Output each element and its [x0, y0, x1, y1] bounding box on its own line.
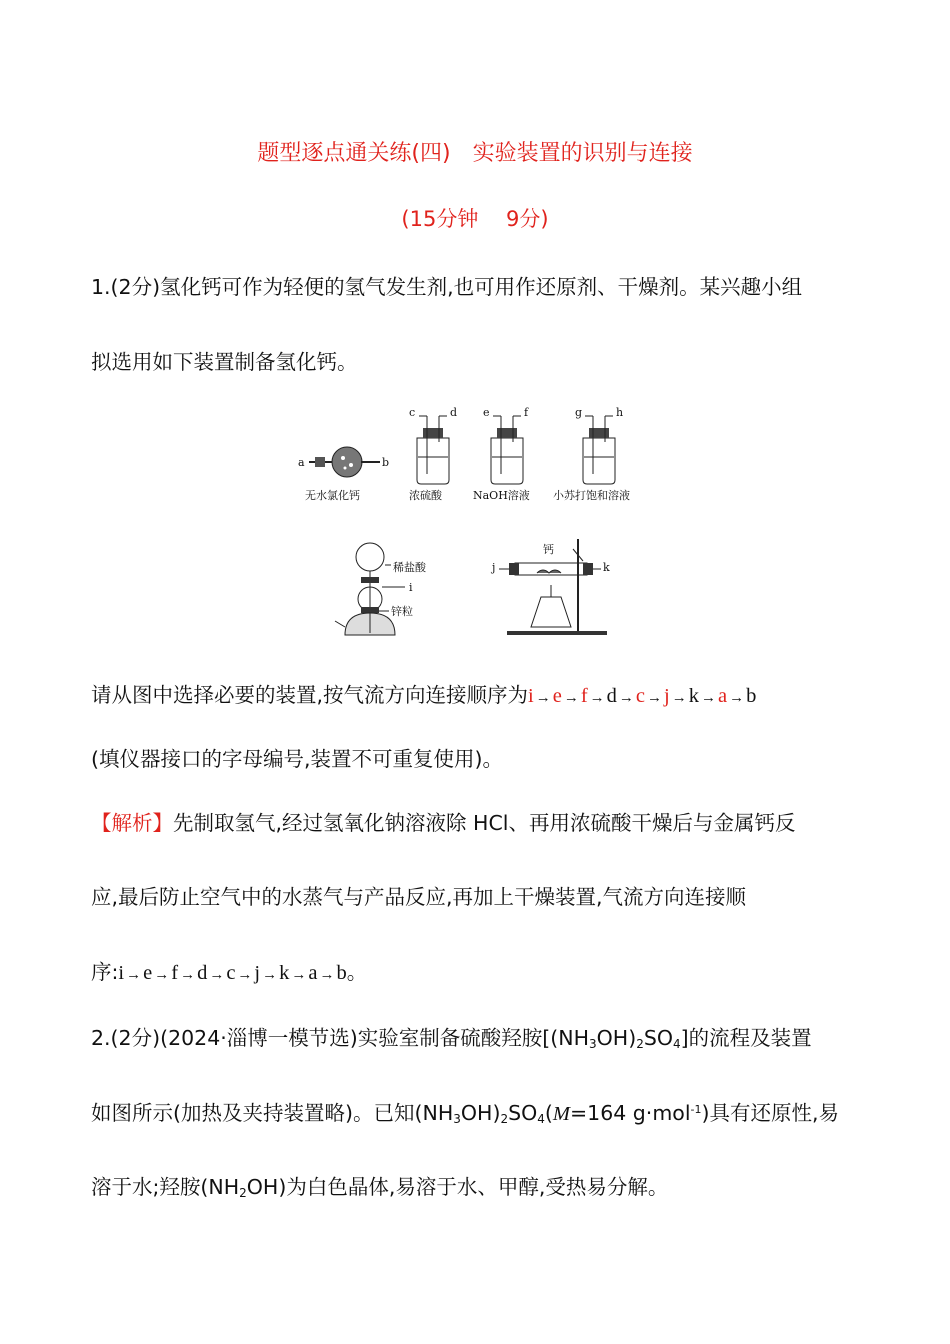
- answer-letter: i: [528, 685, 534, 707]
- q2-line1: [91, 1021, 812, 1051]
- wash-bottle-4: [553, 406, 630, 502]
- port-b: b: [382, 456, 390, 469]
- device3-label: NaOH溶液: [473, 489, 530, 502]
- wash-bottle-3: [473, 406, 530, 502]
- analysis-letter: j: [254, 962, 261, 984]
- q2-l1-d: ]的流程及装置: [680, 1026, 812, 1050]
- q2-l1-b: OH): [596, 1026, 637, 1050]
- q2-l2-sup: -1: [690, 1103, 702, 1116]
- label-acid: 稀盐酸: [393, 561, 426, 574]
- analysis-letter: a: [308, 962, 318, 984]
- label-zinc: 锌粒: [391, 605, 413, 618]
- arrow-glyph: →: [618, 690, 634, 706]
- answer-letter: j: [664, 685, 670, 707]
- q1-answer-sequence: [528, 685, 756, 707]
- arrow-glyph: →: [729, 690, 745, 706]
- q2-l2-d: (: [544, 1101, 553, 1125]
- q1-analysis-line3: [91, 955, 367, 985]
- page-subtitle: (15分钟 9分): [401, 207, 549, 231]
- q1-answer-prefix: 请从图中选择必要的装置,按气流方向连接顺序为: [91, 683, 529, 707]
- answer-letter: d: [606, 685, 617, 707]
- q2-l2-sub2: 2: [500, 1112, 509, 1126]
- analysis-line3-prefix: 序:: [91, 960, 119, 984]
- q1-line2: 拟选用如下装置制备氢化钙。: [91, 350, 358, 374]
- analysis-letter: f: [171, 962, 179, 984]
- analysis-text1: 先制取氢气,经过氢氧化钠溶液除 HCl、再用浓硫酸干燥后与金属钙反: [173, 811, 796, 835]
- q2-l2-sub4: 4: [537, 1112, 545, 1126]
- arrow-glyph: →: [291, 967, 307, 983]
- q1-number: 1.(2分): [91, 275, 161, 299]
- device1-label: 无水氯化钙: [305, 489, 360, 502]
- arrow-glyph: →: [180, 967, 196, 983]
- answer-letter: a: [717, 685, 728, 707]
- q2-l2-f: )具有还原性,易: [701, 1101, 840, 1125]
- q2-l2-b: OH): [460, 1101, 501, 1125]
- q2-l1-sub4: 4: [673, 1037, 681, 1051]
- answer-letter: b: [746, 685, 757, 707]
- arrow-glyph: →: [671, 690, 687, 706]
- q1-answer-note: (填仪器接口的字母编号,装置不可重复使用)。: [91, 747, 504, 771]
- answer-letter: e: [552, 685, 562, 707]
- port-a: a: [298, 456, 305, 469]
- arrow-glyph: →: [700, 690, 716, 706]
- analysis-letter: d: [197, 962, 208, 984]
- port-c: c: [409, 406, 416, 419]
- analysis-letter: i: [118, 962, 125, 984]
- q2-l2-e: =164 g·mol: [569, 1101, 691, 1125]
- apparatus-figure-bottom: [325, 535, 615, 640]
- analysis-letter: c: [226, 962, 236, 984]
- drying-tube-device: [298, 447, 389, 502]
- answer-letter: f: [580, 685, 588, 707]
- arrow-glyph: →: [126, 967, 142, 983]
- arrow-glyph: →: [262, 967, 278, 983]
- q1-text1: 氢化钙可作为轻便的氢气发生剂,也可用作还原剂、干燥剂。某兴趣小组: [160, 275, 803, 299]
- q2-l2-sub3: 3: [453, 1112, 461, 1126]
- q2-l3-b: OH)为白色晶体,易溶于水、甲醇,受热易分解。: [246, 1175, 669, 1199]
- port-j: j: [492, 561, 496, 574]
- q2-l2-M: M: [552, 1103, 570, 1125]
- arrow-glyph: →: [154, 967, 170, 983]
- reaction-tube: [490, 539, 610, 635]
- arrow-glyph: →: [589, 690, 605, 706]
- q2-l1-c: SO: [643, 1026, 674, 1050]
- arrow-glyph: →: [319, 967, 335, 983]
- port-f: f: [524, 406, 529, 419]
- q2-l2-c: SO: [508, 1101, 538, 1125]
- arrow-glyph: →: [535, 690, 551, 706]
- q2-line3: [91, 1170, 668, 1200]
- port-e: e: [483, 406, 490, 419]
- q2-line2: [91, 1096, 839, 1126]
- q1-analysis-line1: [91, 806, 795, 836]
- port-d: d: [450, 406, 458, 419]
- arrow-glyph: →: [237, 967, 253, 983]
- device2-label: 浓硫酸: [409, 489, 442, 502]
- page-title: 题型逐点通关练(四) 实验装置的识别与连接: [257, 141, 693, 166]
- wash-bottle-2: [409, 406, 457, 502]
- port-h: h: [616, 406, 624, 419]
- port-i: i: [409, 581, 413, 594]
- q2-l3-sub2: 2: [239, 1186, 247, 1200]
- gas-generator: [335, 543, 427, 635]
- arrow-glyph: →: [647, 690, 663, 706]
- answer-letter: c: [635, 685, 646, 707]
- port-g: g: [575, 406, 583, 419]
- label-calcium: 钙: [543, 543, 554, 556]
- q2-l3-a: 溶于水;羟胺(NH: [91, 1175, 240, 1199]
- arrow-glyph: →: [563, 690, 579, 706]
- answer-letter: k: [688, 685, 699, 707]
- analysis-letter: b: [336, 962, 347, 984]
- q1-line1: [91, 270, 802, 300]
- arrow-glyph: →: [209, 967, 225, 983]
- analysis-letter: e: [143, 962, 153, 984]
- q2-l1-sub2: 2: [636, 1037, 644, 1051]
- q2-l2-a: 如图所示(加热及夹持装置略)。已知(NH: [91, 1101, 454, 1125]
- apparatus-figure-top: [295, 402, 665, 510]
- port-k: k: [603, 561, 610, 574]
- q1-analysis-line2: 应,最后防止空气中的水蒸气与产品反应,再加上干燥装置,气流方向连接顺: [91, 885, 747, 909]
- q2-l1-a: 2.(2分)(2024·淄博一模节选)实验室制备硫酸羟胺[(NH: [91, 1026, 590, 1050]
- analysis-line3-end: 。: [346, 960, 368, 984]
- analysis-sequence: [118, 962, 346, 984]
- analysis-tag: 【解析】: [91, 811, 173, 835]
- device4-label: 小苏打饱和溶液: [553, 489, 630, 502]
- analysis-letter: k: [279, 962, 290, 984]
- q1-answer-line: [91, 678, 756, 708]
- q2-l1-sub3: 3: [589, 1037, 597, 1051]
